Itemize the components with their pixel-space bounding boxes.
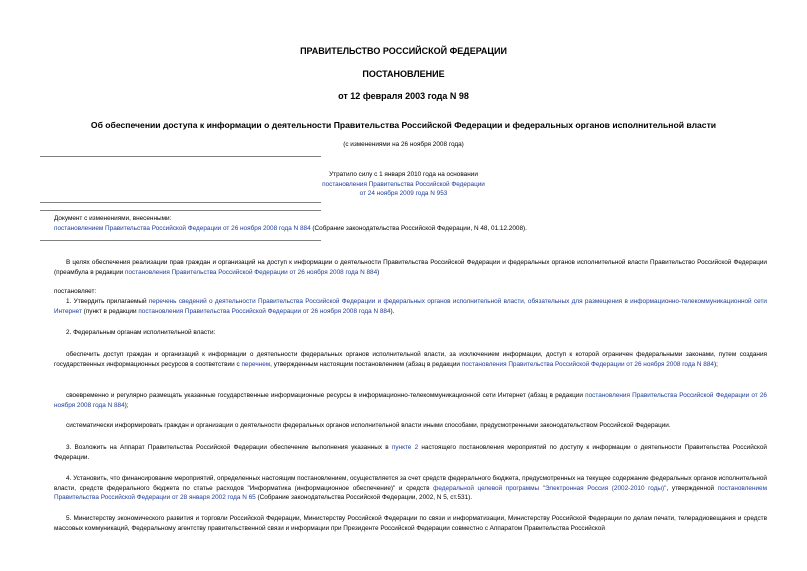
date-number-heading: от 12 февраля 2003 года N 98: [338, 91, 469, 101]
p2b-text: своевременно и регулярно размещать указанные государственные информационные ресурсы в информационно-телекоммуникационной сети Интернет (абзац в редакции: [66, 392, 586, 399]
p1-end: ).: [390, 307, 395, 315]
p1-text: 1. Утвердить прилагаемый: [66, 298, 149, 305]
preamble-link[interactable]: постановления Правительства Российской Федерации от 26 ноября 2008 года N 884: [125, 268, 378, 276]
divider: [40, 240, 321, 241]
paragraph-2b: [54, 391, 767, 410]
doc-type-heading: ПОСТАНОВЛЕНИЕ: [362, 69, 445, 79]
list-link[interactable]: перечень сведений о деятельности Правительства Российской Федерации и федеральных органов исполнительной власти, обязательных для размещения в информационно-телекоммуникационной сети Интернет: [54, 298, 767, 315]
divider: [40, 202, 321, 203]
paragraph-2: [54, 328, 767, 338]
p3-end: настоящего постановления мероприятий по доступу к информации о деятельности Правительства Российской Федерации.: [54, 444, 767, 461]
amendments-note: (с изменениями на 26 ноября 2008 года): [343, 141, 464, 148]
government-heading: ПРАВИТЕЛЬСТВО РОССИЙСКОЙ ФЕДЕРАЦИИ: [300, 46, 507, 56]
p1-amendment-link[interactable]: постановления Правительства Российской Федерации от 26 ноября 2008 года N 884: [138, 307, 391, 315]
p4-end: (Собрание законодательства Российской Федерации, 2002, N 5, ст.531).: [255, 494, 473, 502]
changes-label: Документ с изменениями, внесенными:: [54, 215, 172, 222]
decrees-label: постановляет:: [54, 288, 97, 295]
p2b-amendment-link[interactable]: постановления Правительства Российской Федерации от 26 ноября 2008 года N 884: [54, 392, 767, 409]
p1-mid: (пункт в редакции: [81, 307, 139, 315]
paragraph-4: [54, 474, 767, 503]
paragraph-1: [54, 297, 767, 316]
divider: [40, 156, 321, 157]
paragraph-2a: [54, 350, 767, 369]
preamble-end: ): [377, 268, 380, 276]
p4-text: 4. Установить, что финансирование мероприятий, определенных настоящим постановлением, осуществляется за счет средств федерального бюджета, предусмотренных на текущее содержание федеральных органов исполнительной власти, средств федерального бюджета по статье расходов "Информатика (информационное обеспечение)" и средств: [54, 475, 767, 492]
point-2-link[interactable]: пункте 2: [391, 444, 419, 451]
p2a-text: обеспечить доступ граждан и организаций к информации о деятельности федеральных органов исполнительной власти, за исключением информации, доступ к которой ограничен федеральными законами, путем создания государственных информационных ресурсов в соответствии с: [54, 351, 767, 368]
preamble-text: В целях обеспечения реализации прав граждан и организаций на доступ к информации о деятельности Правительства Российской Федерации и федеральных органов исполнительной власти Правительство Российской Федерации (преамбула в редакции: [54, 259, 767, 276]
p5-text: 5. Министерству экономического развития и торговли Российской Федерации, Министерству Российской Федерации по связи и информатизации, Министерству Российской Федерации по делам печати, телерадиовещания и средств массовых коммуникаций, Федеральному агентству правительственной связи и информации при Президенте Российской Федерации совместно с Аппаратом Правительства Российской: [54, 515, 767, 532]
p2a-end: );: [713, 360, 718, 368]
document-title: Об обеспечении доступа к информации о деятельности Правительства Российской Федерации и федеральных органов исполнительной власти: [90, 120, 717, 130]
changes-source: (Собрание законодательства Российской Федерации, N 48, 01.12.2008).: [310, 224, 527, 232]
paragraph-2c: [54, 421, 767, 431]
p2c-text: систематически информировать граждан и организации о деятельности федеральных органов исполнительной власти иными способами, предусмотренными законодательством Российской Федерации.: [66, 422, 671, 429]
paragraph-5: [54, 514, 767, 533]
changes-link[interactable]: постановлением Правительства Российской Федерации от 26 ноября 2008 года N 884: [54, 224, 311, 232]
p2a-amendment-link[interactable]: постановления Правительства Российской Федерации от 26 ноября 2008 года N 884: [461, 360, 714, 368]
p2-text: 2. Федеральным органам исполнительной власти:: [66, 329, 216, 336]
paragraph-3: [54, 443, 767, 462]
program-resolution-link[interactable]: постановлением Правительства Российской Федерации от 28 января 2002 года N 65: [54, 484, 767, 502]
list-ref-link[interactable]: перечнем: [241, 360, 271, 368]
divider: [40, 210, 321, 211]
expired-notice: [0, 170, 807, 199]
p2a-mid: , утвержденным настоящим постановлением (абзац в редакции: [270, 360, 462, 368]
expired-link-date[interactable]: от 24 ноября 2009 года N 953: [359, 190, 448, 198]
changes-block: [54, 214, 767, 233]
p3-text: 3. Возложить на Аппарат Правительства Российской Федерации обеспечение выполнения указанных в: [66, 444, 392, 451]
preamble-paragraph: [54, 258, 767, 277]
expired-link-resolution[interactable]: постановления Правительства Российской Федерации: [322, 180, 485, 188]
p2b-end: );: [124, 401, 129, 409]
p4-mid: , утвержденной: [666, 484, 718, 492]
program-link[interactable]: федеральной целевой программы "Электронная Россия (2002-2010 годы)": [433, 484, 667, 492]
expired-line: Утратило силу с 1 января 2010 года на основании: [329, 171, 478, 178]
